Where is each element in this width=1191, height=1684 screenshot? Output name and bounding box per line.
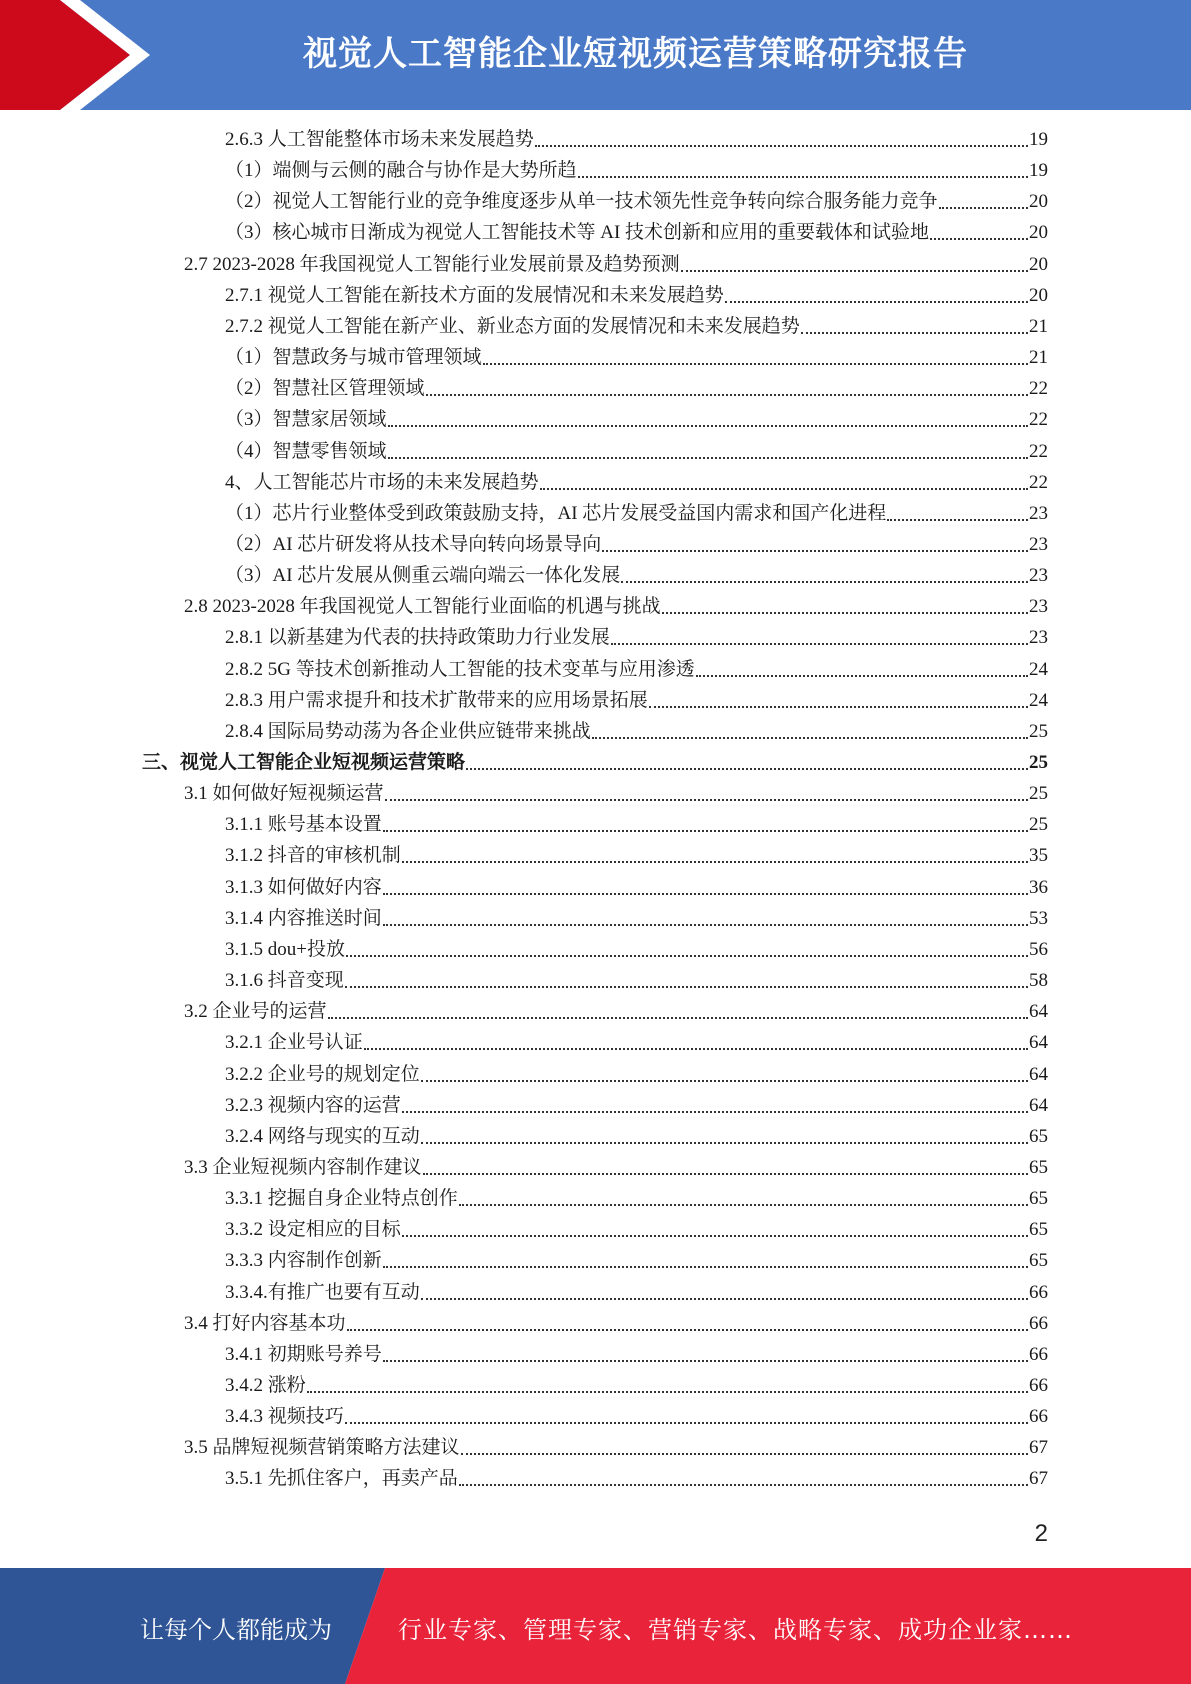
toc-dot-leader [801,332,1028,334]
toc-entry-page: 20 [1029,284,1048,306]
toc-entry-title: 3.3.1 挖掘自身企业特点创作 [225,1188,458,1210]
toc-dot-leader [887,519,1028,521]
toc-entry[interactable] [225,1247,1048,1275]
page-number: 2 [1034,1520,1048,1547]
toc-dot-leader [662,612,1028,614]
toc-entry[interactable] [225,157,1048,185]
toc-dot-leader [461,1453,1028,1455]
toc-entry-title: （2）智慧社区管理领域 [225,378,425,400]
toc-entry[interactable] [225,188,1048,216]
toc-entry-page: 23 [1029,533,1048,555]
toc-entry-title: 3.4.3 视频技巧 [225,1406,344,1428]
toc-entry[interactable] [142,749,1048,777]
toc-entry[interactable] [225,562,1048,590]
toc-entry-page: 35 [1029,845,1048,867]
toc-entry-page: 23 [1029,596,1048,618]
toc-entry-title: 3.2.1 企业号认证 [225,1032,363,1054]
toc-entry-title: 3.2.2 企业号的规划定位 [225,1063,420,1085]
toc-entry-page: 19 [1029,160,1048,182]
toc-entry[interactable] [225,500,1048,528]
toc-entry-title: 2.8.3 用户需求提升和技术扩散带来的应用场景拓展 [225,689,648,711]
toc-entry-page: 67 [1029,1437,1048,1459]
toc-dot-leader [621,581,1028,583]
toc-entry[interactable] [225,1123,1048,1151]
toc-entry-title: 3.1.5 dou+投放 [225,938,345,960]
toc-entry-page: 24 [1029,658,1048,680]
toc-entry-title: 三、视觉人工智能企业短视频运营策略 [142,752,466,773]
toc-entry-title: 3.3.3 内容制作创新 [225,1250,382,1272]
toc-dot-leader [578,176,1028,178]
toc-entry-page: 66 [1029,1375,1048,1396]
toc-dot-leader [649,706,1028,708]
toc-entry-title: 3.1.2 抖音的审核机制 [225,845,401,867]
toc-entry[interactable] [225,1185,1048,1213]
toc-dot-leader [421,1142,1028,1144]
toc-entry-title: 3.4 打好内容基本功 [184,1312,346,1334]
toc-entry-page: 65 [1029,1156,1048,1178]
toc-entry-title: 3.3 企业短视频内容制作建议 [184,1156,422,1178]
toc-entry-page: 65 [1029,1125,1048,1147]
toc-entry-title: 2.7 2023-2028 年我国视觉人工智能行业发展前景及趋势预测 [184,253,680,275]
toc-entry-title: 2.8.1 以新基建为代表的扶持政策助力行业发展 [225,627,610,649]
toc-entry-page: 64 [1029,1032,1048,1054]
toc-dot-leader [402,1235,1028,1237]
toc-entry-title: 3.4.2 涨粉 [225,1375,306,1396]
toc-entry-page: 64 [1029,1063,1048,1085]
toc-entry-page: 22 [1029,409,1048,431]
toc-entry-page: 66 [1029,1281,1048,1303]
footer-slogan-right: 行业专家、管理专家、营销专家、战略专家、成功企业家…… [398,1616,1073,1644]
toc-dot-leader [483,363,1028,365]
toc-entry-title: （4）智慧零售领域 [225,440,387,462]
toc-entry[interactable] [225,811,1048,839]
toc-entry-title: （1）智慧政务与城市管理领域 [225,347,482,369]
toc-entry[interactable] [225,1092,1048,1120]
toc-entry-title: 3.1.6 抖音变现 [225,970,344,992]
toc-entry-title: 4、人工智能芯片市场的未来发展趋势 [225,471,539,493]
toc-entry[interactable] [225,438,1048,466]
toc-entry[interactable] [225,469,1048,497]
toc-dot-leader [383,830,1028,832]
toc-entry-page: 20 [1029,191,1048,213]
toc-entry-page: 67 [1029,1468,1048,1490]
toc-entry-title: 2.8.4 国际局势动荡为各企业供应链带来挑战 [225,720,591,742]
toc-entry[interactable] [225,1029,1048,1057]
toc-entry-title: 3.2.3 视频内容的运营 [225,1094,401,1116]
toc-dot-leader [459,1484,1028,1486]
toc-entry-title: 3.1.3 如何做好内容 [225,876,382,898]
toc-entry[interactable] [225,624,1048,652]
toc-dot-leader [307,1391,1028,1393]
toc-dot-leader [328,1017,1028,1019]
toc-entry[interactable] [225,1216,1048,1244]
toc-entry-title: 3.2.4 网络与现实的互动 [225,1125,420,1147]
toc-entry[interactable] [184,1434,1048,1462]
toc-entry-title: （2）AI 芯片研发将从技术导向转向场景导向 [225,533,602,555]
toc-entry-title: （2）视觉人工智能行业的竞争维度逐步从单一技术领先性竞争转向综合服务能力竞争 [225,191,938,213]
toc-entry-page: 58 [1029,970,1048,992]
toc-entry-page: 65 [1029,1188,1048,1210]
toc-entry-page: 53 [1029,907,1048,929]
toc-dot-leader [402,1111,1028,1113]
toc-dot-leader [385,799,1028,801]
toc-entry-title: 2.6.3 人工智能整体市场未来发展趋势 [225,129,534,150]
toc-entry-page: 64 [1029,1094,1048,1116]
toc-entry-title: 3.5 品牌短视频营销策略方法建议 [184,1437,460,1459]
toc-entry[interactable] [225,656,1048,684]
toc-dot-leader [535,145,1028,147]
toc-entry-page: 22 [1029,440,1048,462]
toc-entry[interactable] [184,1154,1048,1182]
toc-entry-page: 65 [1029,1219,1048,1241]
toc-entry[interactable] [225,1061,1048,1089]
toc-dot-leader [592,737,1028,739]
page-footer-band [0,1568,1191,1684]
toc-dot-leader [345,986,1028,988]
toc-entry[interactable] [225,344,1048,372]
toc-dot-leader [725,301,1028,303]
toc-dot-leader [383,1360,1028,1362]
toc-entry-page: 23 [1029,565,1048,587]
toc-entry-title: 3.1.1 账号基本设置 [225,814,382,836]
toc-dot-leader [459,1204,1028,1206]
toc-entry[interactable] [184,1310,1048,1338]
toc-entry[interactable] [225,718,1048,746]
toc-entry-title: （1）芯片行业整体受到政策鼓励支持，AI 芯片发展受益国内需求和国产化进程 [225,502,887,524]
toc-dot-leader [611,643,1028,645]
toc-dot-leader [930,238,1028,240]
toc-entry[interactable] [225,842,1048,870]
toc-entry-page: 22 [1029,378,1048,400]
toc-dot-leader [383,893,1028,895]
toc-entry-page: 56 [1029,938,1048,960]
toc-entry-title: 3.3.4.有推广也要有互动 [225,1281,420,1303]
toc-entry[interactable] [184,593,1048,621]
toc-entry-page: 64 [1029,1001,1048,1023]
toc-entry[interactable] [184,780,1048,808]
toc-entry-page: 65 [1029,1250,1048,1272]
toc-entry[interactable] [225,126,1048,154]
toc-entry[interactable] [184,998,1048,1026]
toc-entry[interactable] [225,313,1048,341]
page-header-band [0,0,1191,110]
toc-dot-leader [939,207,1028,209]
toc-entry[interactable] [225,406,1048,434]
toc-entry[interactable] [225,1403,1048,1431]
toc-entry-page: 25 [1029,752,1048,773]
toc-entry-title: 2.7.1 视觉人工智能在新技术方面的发展情况和未来发展趋势 [225,284,724,306]
toc-dot-leader [466,768,1028,770]
toc-entry-page: 20 [1029,253,1048,275]
toc-entry-page: 19 [1029,129,1048,150]
toc-dot-leader [681,270,1028,272]
toc-entry-page: 66 [1029,1312,1048,1334]
toc-entry-page: 23 [1029,627,1048,649]
toc-entry-title: 3.4.1 初期账号养号 [225,1343,382,1365]
toc-entry-page: 21 [1029,315,1048,337]
toc-dot-leader [696,675,1028,677]
toc-dot-leader [421,1298,1028,1300]
toc-entry-title: （3）智慧家居领域 [225,409,387,431]
toc-entry[interactable] [184,251,1048,279]
toc-entry[interactable] [225,375,1048,403]
toc-entry[interactable] [225,936,1048,964]
toc-entry-page: 25 [1029,720,1048,742]
toc-dot-leader [345,1422,1028,1424]
toc-entry[interactable] [225,1465,1048,1493]
toc-dot-leader [347,1329,1028,1331]
toc-dot-leader [423,1173,1028,1175]
toc-entry-title: （1）端侧与云侧的融合与协作是大势所趋 [225,160,577,182]
toc-entry-page: 20 [1029,222,1048,244]
toc-dot-leader [421,1080,1028,1082]
toc-dot-leader [402,861,1028,863]
toc-dot-leader [364,1048,1028,1050]
document-title: 视觉人工智能企业短视频运营策略研究报告 [303,34,968,74]
toc-entry[interactable] [225,531,1048,559]
toc-entry-title: 2.8.2 5G 等技术创新推动人工智能的技术变革与应用渗透 [225,658,695,680]
toc-dot-leader [346,955,1028,957]
toc-dot-leader [388,457,1028,459]
toc-dot-leader [383,1266,1028,1268]
toc-entry-title: 3.2 企业号的运营 [184,1001,327,1023]
toc-entry-page: 36 [1029,876,1048,898]
toc-entry-title: 3.5.1 先抓住客户，再卖产品 [225,1468,458,1490]
toc-entry-page: 25 [1029,783,1048,805]
toc-entry-title: 3.1.4 内容推送时间 [225,907,382,929]
toc-entry-page: 21 [1029,347,1048,369]
toc-dot-leader [602,550,1028,552]
toc-entry[interactable] [225,1372,1048,1400]
toc-entry-title: 3.1 如何做好短视频运营 [184,783,384,805]
toc-entry-page: 66 [1029,1343,1048,1365]
toc-entry[interactable] [225,1341,1048,1369]
toc-entry-title: （3）核心城市日渐成为视觉人工智能技术等 AI 技术创新和应用的重要载体和试验地 [225,222,930,244]
toc-entry-page: 66 [1029,1406,1048,1428]
toc-entry[interactable] [225,282,1048,310]
toc-entry-page: 25 [1029,814,1048,836]
toc-entry-title: 2.8 2023-2028 年我国视觉人工智能行业面临的机遇与挑战 [184,596,661,618]
toc-entry[interactable] [225,967,1048,995]
toc-dot-leader [383,924,1028,926]
toc-entry-title: （3）AI 芯片发展从侧重云端向端云一体化发展 [225,565,621,587]
toc-dot-leader [540,488,1028,490]
toc-entry-page: 22 [1029,471,1048,493]
toc-dot-leader [426,394,1028,396]
toc-entry[interactable] [225,687,1048,715]
footer-slogan-left: 让每个人都能成为 [140,1616,332,1644]
toc-entry-title: 2.7.2 视觉人工智能在新产业、新业态方面的发展情况和未来发展趋势 [225,315,800,337]
toc-entry[interactable] [225,905,1048,933]
toc-entry[interactable] [225,874,1048,902]
toc-entry[interactable] [225,219,1048,247]
toc-dot-leader [388,425,1028,427]
toc-entry[interactable] [225,1279,1048,1307]
toc-entry-page: 24 [1029,689,1048,711]
toc-entry-page: 23 [1029,502,1048,524]
toc-entry-title: 3.3.2 设定相应的目标 [225,1219,401,1241]
